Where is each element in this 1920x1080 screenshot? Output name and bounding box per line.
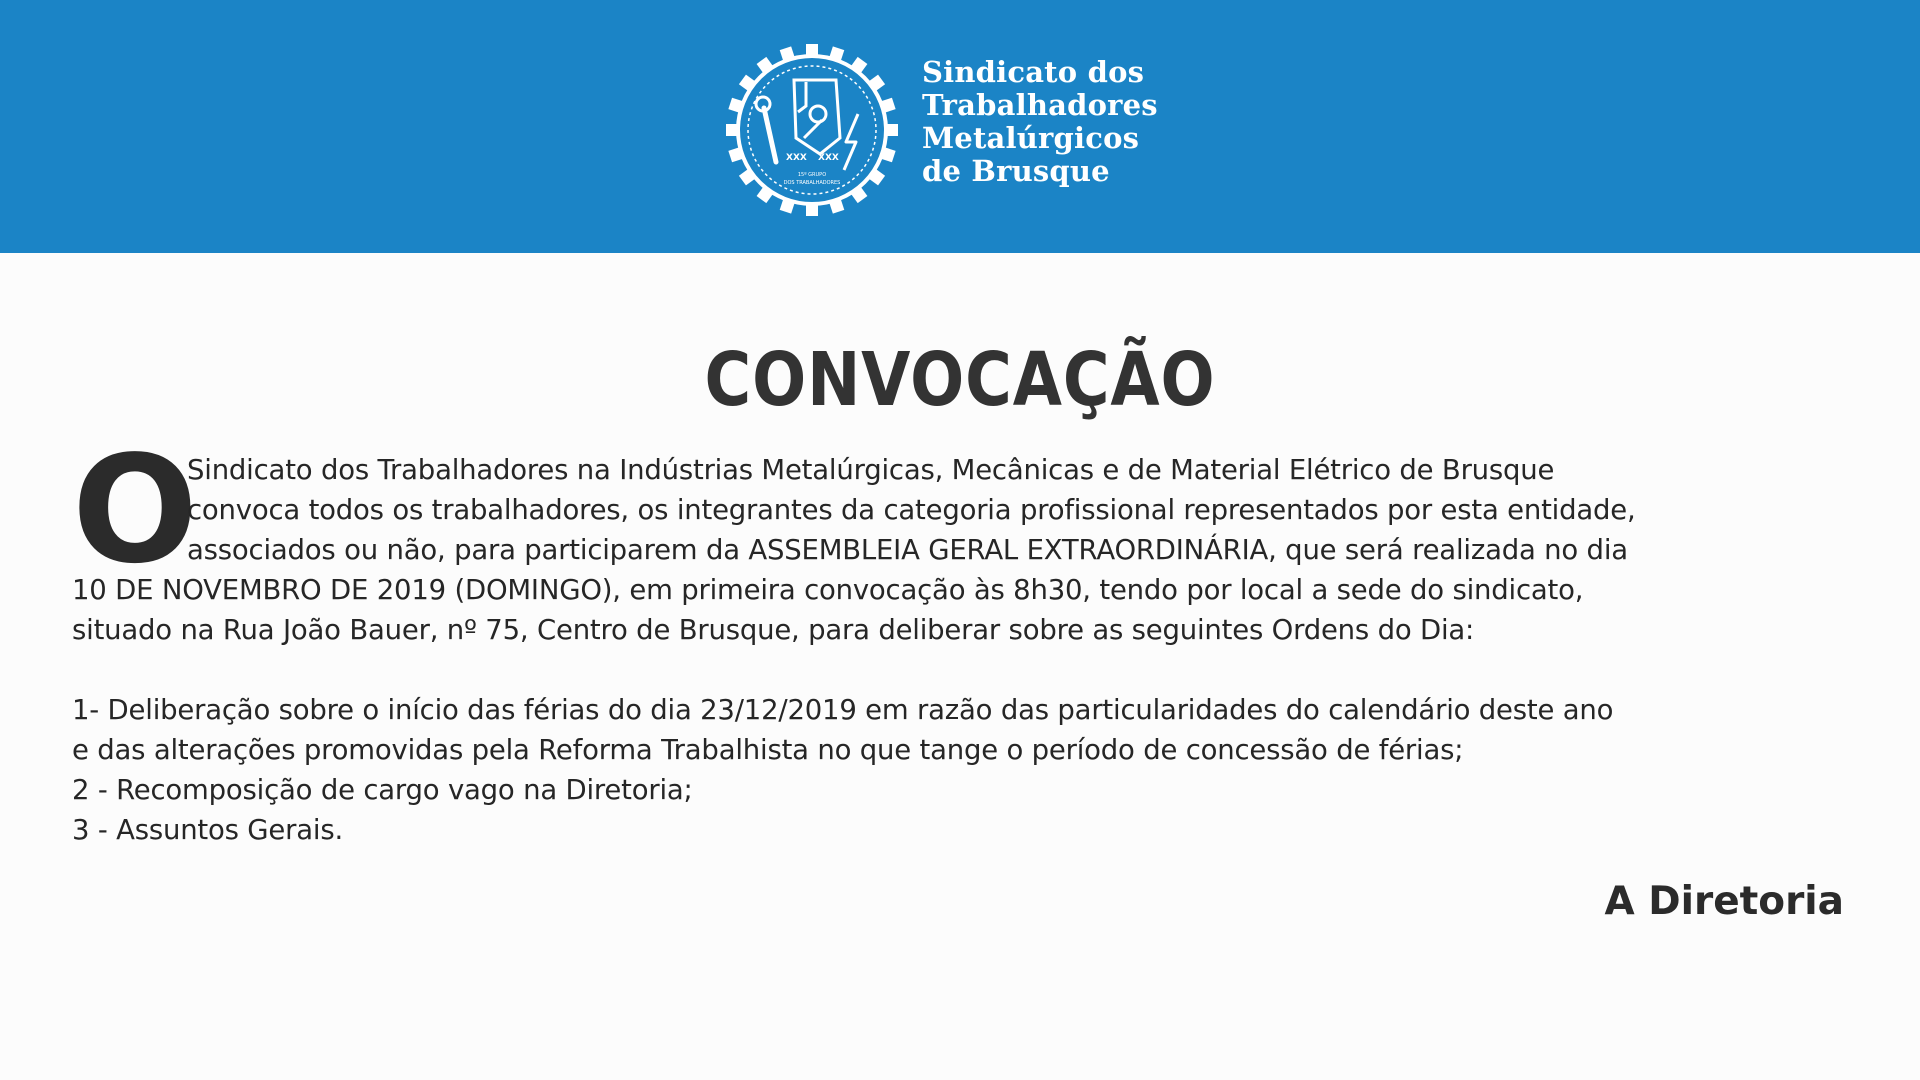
- agenda-item-1-cont: e das alterações promovidas pela Reforma Trabalhista no que tange o período de concessão de férias;: [72, 734, 1464, 766]
- org-name: [922, 56, 1252, 188]
- body-line-3: associados ou não, para participarem da ASSEMBLEIA GERAL EXTRAORDINÁRIA, que será realizada no dia: [187, 534, 1628, 566]
- agenda-item-2: 2 - Recomposição de cargo vago na Diretoria;: [72, 774, 693, 806]
- org-name-line-2: Trabalhadores: [922, 88, 1158, 122]
- body-line-4: 10 DE NOVEMBRO DE 2019 (DOMINGO), em primeira convocação às 8h30, tendo por local a sede do sindicato,: [72, 574, 1584, 606]
- page-title: CONVOCAÇÃO: [704, 337, 1216, 423]
- header-banner: [0, 0, 1920, 253]
- svg-text:15º GRUPO: 15º GRUPO: [797, 172, 827, 178]
- union-logo: [724, 42, 900, 218]
- drop-cap: O: [72, 424, 198, 596]
- notice-body: [72, 450, 1872, 850]
- body-line-5: situado na Rua João Bauer, nº 75, Centro de Brusque, para deliberar sobre as seguintes Ordens do Dia:: [72, 614, 1475, 646]
- agenda-item-1: 1- Deliberação sobre o início das férias do dia 23/12/2019 em razão das particularidades do calendário deste ano: [72, 694, 1614, 726]
- signature: A Diretoria: [1604, 879, 1844, 924]
- svg-text:XXX: XXX: [786, 153, 807, 163]
- org-name-line-4: de Brusque: [922, 154, 1110, 188]
- org-name-line-1: Sindicato dos: [922, 55, 1145, 89]
- svg-text:XXX: XXX: [818, 153, 839, 163]
- paragraph-gap: [72, 650, 1872, 690]
- org-name-line-3: Metalúrgicos: [922, 121, 1140, 155]
- gear-logo-icon: [724, 42, 900, 218]
- agenda-item-3: 3 - Assuntos Gerais.: [72, 814, 344, 846]
- body-line-1: Sindicato dos Trabalhadores na Indústrias Metalúrgicas, Mecânicas e de Material Elétrico de Brusque: [187, 454, 1555, 486]
- body-line-2: convoca todos os trabalhadores, os integrantes da categoria profissional representados por esta entidade,: [187, 494, 1636, 526]
- svg-text:DOS TRABALHADORES: DOS TRABALHADORES: [783, 180, 841, 186]
